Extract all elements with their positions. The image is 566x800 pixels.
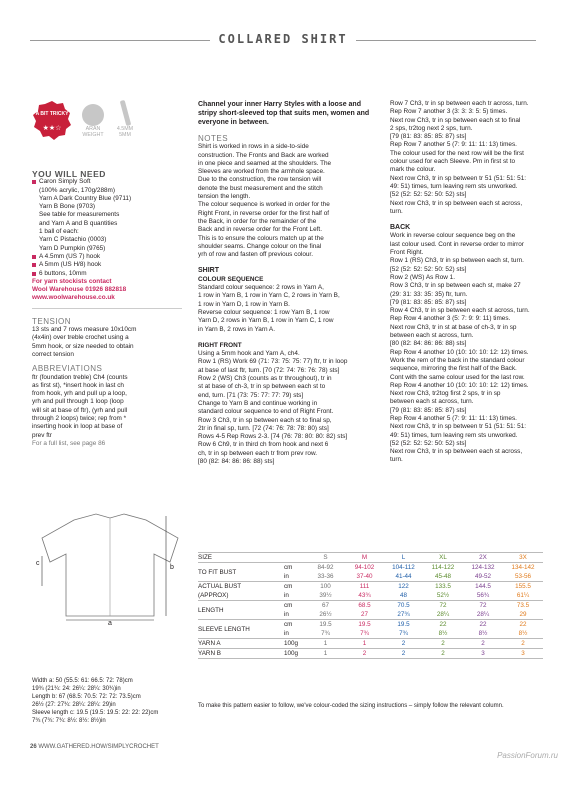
badge-stars: ★★☆ [42,125,62,132]
back-heading: BACK [390,224,411,232]
yarn-ball-icon [82,104,104,126]
shirt-heading: SHIRT [198,267,219,275]
abbreviations-note: For a full list, see page 86 [32,439,106,447]
you-will-need-heading: YOU WILL NEED [32,169,106,179]
back-body: Work in reverse colour sequence beg on the last colour used. Cont in reverse order to mirror Front Right. Row 1 (RS) Ch3, tr in sp between each st, turn. [52 (52: 52: 52: 50: 52) sts] Row 2 (WS) As Row 1. Row 3 Ch3, tr in sp between each st, make 27 (29: 31: 33: 35: 35) ftr, turn. [79 (81: 83: 85: 85: 87) sts] Row 4 Ch3, tr in sp between each st across, turn. Rep Row 4 another 3 (5: 7: 9: 9: 11) times. Next row Ch3, tr in st at base of ch-3, tr in sp between each st across, turn. [80 (82: 84: 86: 86: 88) sts] Rep Row 4 another 10 (10: 10: 10: 12: 12) times. Work the rem of the back in the standard colour sequence, mirroring the first half of the Back. Cont with the same colour used for the last row. Rep Row 4 another 10 (10: 10: 10: 12: 12) times. Next row Ch3, tr2tog first 2 sps, tr in sp between each st across, turn. [79 (81: 83: 85: 85: 87) sts] Rep Row 4 another 5 (7: 9: 11: 11: 13) times. Next row Ch3, tr in sp between tr 51 (51: 51: 51: 49: 51) times, turn leaving rem sts unworked. [52 (52: 52: 52: 50: 52) sts] Next row Ch3, tr in sp between each st across, turn. [390,232,530,464]
shirt-schematic [28,512,188,627]
hook-icon [119,100,131,126]
column-left: YOU WILL NEED Caron Simply Soft (100% acrylic, 170g/288m) Yarn A Dark Country Blue (9711) Yarn B Bone (9703) See table for measurements and Yarn A and B quantities 1 ball of each: Yarn C Pistachio (0003) Yarn D Pumpkin (9765) A 4.5mm (US 7) hook A 5mm (US H/8) hook 6 buttons, 10mm For yarn stockists contact Wool Warehouse 01926 882818 www.woolwarehouse.co.uk TENSION 13 sts and 7 rows measure 10x10cm (4x4in) over treble crochet using a 5mm hook, or size needed to obtain correct tension ABBREVIATIONS ftr (foundation treble) Ch4 (counts as first st), *insert hook in last ch from hook, yrh and pull up a loop, yrh and pull through 1 loop (loop will sit at base of ftr), (yrh and pull through 2 loops) twice; rep from * inserting hook in loop at base of prev ftr For a full list, see page 86 [32,170,182,448]
footer-url[interactable]: WWW.GATHERED.HOW/SIMPLYCROCHET [38,744,159,750]
right-front-heading: RIGHT FRONT [198,341,242,349]
hook-size-spec: 4.5MM 5MM [112,100,138,138]
difficulty-badge [32,100,72,140]
tension-heading: TENSION [32,316,72,326]
table-note: To make this pattern easier to follow, we've colour-coded the sizing instructions – simply follow the relevant column. [198,703,504,709]
right-front-continued: Row 7 Ch3, tr in sp between each tr across, turn. Rep Row 7 another 3 (3: 3: 3: 5: 5) times. Next row Ch3, tr in sp between each st to final 2 sps, tr2tog next 2 sps, turn. [79 (81: 83: 85: 85: 87) sts] Rep Row 7 another 5 (7: 9: 11: 11: 13) times. The colour used for the next row will be the first colour used for each Sleeve. Pm in first st to mark the colour. Next row Ch3, tr in sp between tr 51 (51: 51: 51: 49: 51) times, turn leaving rem sts unworked. [52 (52: 52: 52: 50: 52) sts] Next row Ch3, tr in sp between each st across, turn. [390,100,529,215]
page-number: 26 [30,744,37,750]
diagram-caption: Width a: 50 (55.5: 61: 66.5: 72: 78)cm 19¾ (21¾: 24: 26¼: 28¼: 30¾)in Length b: 67 (68.5: 70.5: 72: 72: 73.5)cm 26½ (27: 27¾: 28¼: 28¼: 29)in Sleeve length c: 19.5 (19.5: 19.5: 22: 22: 22)cm 7¾ (7¾: 7¾: 8½: 8½: 8½)in [32,678,159,724]
column-right [390,100,546,465]
abbreviations-heading: ABBREVIATIONS [32,364,103,374]
notes-body: Shirt is worked in rows in a side-to-side construction. The Fronts and Back are worked in one piece and seamed at the shoulders. The Sleeves are worked from the armhole space. Due to the construction, the row tension will denote the bust measurement and the stitch tension the length. The colour sequence is worked in order for the Right Front, in reverse order for the first half of the Back, in order for the remainder of the Back and in reverse order for the Front Left. This is to ensure the colours match up at the shoulder seams. Change colour on the final yrh of row and fasten off previous colour. [198,143,332,259]
diagram-label-a: a [108,620,112,627]
diagram-label-c: c [36,560,40,567]
stockist-link[interactable]: www.woolwarehouse.co.uk [32,294,115,302]
diagram-label-b: b [170,564,174,571]
page-title: COLLARED SHIRT [0,32,566,46]
intro-text: Channel your inner Harry Styles with a loose and stripy short-sleeved top that suits men, women and everyone in between. [198,101,370,126]
colour-sequence-body: Standard colour sequence: 2 rows in Yarn A, 1 row in Yarn B, 1 row in Yarn C, 2 rows in Yarn B, 1 row in Yarn D, 1 row in Yarn B. Reverse colour sequence: 1 row Yarn B, 1 row Yarn D, 2 rows in Yarn B, 1 row in Yarn C, 1 row in Yarn B, 2 rows in Yarn A. [198,284,340,333]
notes-heading: NOTES [198,134,229,143]
size-table: SIZE S M L XL 2X 3X TO FIT BUST cm 84-92 94-102 104-112 114-122 124-132 134-142 in 33-36 37-40 41-44 45-48 49-52 53-56 ACTUAL BUST cm 100 111 122 133.5 144.5 155.5 (APPROX) in 39½ 43¾ 48 52½ 56¾ 61¼ LENGTH cm 67 68.5 70.5 72 72 73.5 in 26½ 27 27¾ 28¼ 28¼ 29 SLEEVE LENGTH cm 19.5 19.5 19.5 22 22 22 in 7¾ 7¾ 7¾ 8½ 8½ 8½ YARN A 100g 1 1 2 2 2 2 YARN B 100g 1 2 2 2 3 3 [198,552,543,661]
column-middle: Channel your inner Harry Styles with a loose and stripy short-sleeved top that suits men, women and everyone in between. NOTES Shirt is worked in rows in a side-to-side construction. The Fronts and Back are worked in one piece and seamed at the shoulders. The Sleeves are worked from the armhole space. Due to the construction, the row tension will denote the bust measurement and the stitch tension the length. The colour sequence is worked in order for the Right Front, in reverse order for the first half of the Back, in order for the remainder of the Back and in reverse order for the Front Left. This is to ensure the colours match up at the shoulder seams. Change colour on the final yrh of row and fasten off previous colour. SHIRT COLOUR SEQUENCE Standard colour sequence: 2 rows in Yarn A, 1 row in Yarn B, 1 row in Yarn C, 2 rows in Yarn B, 1 row in Yarn D, 1 row in Yarn B. Reverse colour sequence: 1 row Yarn B, 1 row Yarn D, 2 rows in Yarn B, 1 row in Yarn C, 1 row in Yarn B, 2 rows in Yarn A. RIGHT FRONT Using a 5mm hook and Yarn A, ch4. Row 1 (RS) Work 69 (71: 73: 75: 75: 77) ftr, tr in loop at base of last ftr, turn. [70 (72: 74: 76: 76: 78) sts] Row 2 (WS) Ch3 (counts as tr throughout), tr in st at base of ch-3, tr in sp between each st to end, turn. [71 (73: 75: 77: 77: 79) sts] Change to Yarn B and continue working in standard colour sequence to end of Right Front. Row 3 Ch3, tr in sp between each st to final sp, 2tr in final sp, turn. [72 (74: 76: 78: 78: 80) sts] Rows 4-5 Rep Rows 2-3. [74 (76: 78: 80: 80: 82) sts] Row 6 Ch9, tr in third ch from hook and next 6 ch, tr in sp between each tr from prev row. [80 (82: 84: 86: 86: 88) sts] [198,100,378,466]
page-footer [30,744,159,750]
yarn-weight-spec: ARAN WEIGHT [80,104,106,138]
watermark: PassionForum.ru [497,751,558,760]
badge-text: A BIT TRICKY [35,111,69,117]
right-front-body: Using a 5mm hook and Yarn A, ch4. Row 1 (RS) Work 69 (71: 73: 75: 75: 77) ftr, tr in loop at base of last ftr, turn. [70 (72: 74: 76: 76: 78) sts] Row 2 (WS) Ch3 (counts as tr throughout), tr in st at base of ch-3, tr in sp between each st to end, turn. [71 (73: 75: 77: 77: 79) sts] Change to Yarn B and continue working in standard colour sequence to end of Right Front. Row 3 Ch3, tr in sp between each st to final sp, 2tr in final sp, turn. [72 (74: 76: 78: 78: 80) sts] Rows 4-5 Rep Rows 2-3. [74 (76: 78: 80: 80: 82) sts] Row 6 Ch9, tr in third ch from hook and next 6 ch, tr in sp between each tr from prev row. [80 (82: 84: 86: 86: 88) sts] [198,350,348,465]
